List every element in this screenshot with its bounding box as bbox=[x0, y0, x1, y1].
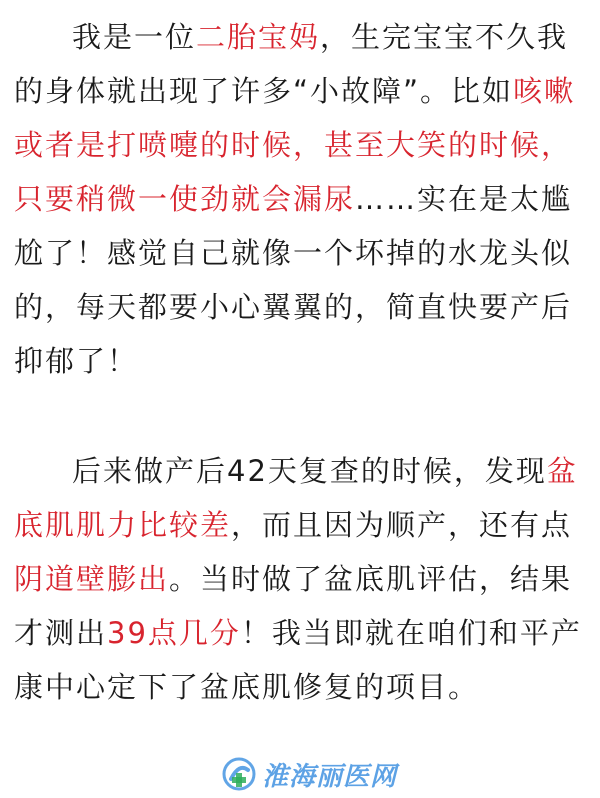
watermark bbox=[222, 752, 397, 796]
text-segment: ，生完宝宝不久我的身体就出现了许多“小故障”。比如 bbox=[14, 20, 569, 108]
highlight-segment: 阴道壁膨出 bbox=[14, 562, 170, 596]
text-segment: ，而且因为顺产，还有点 bbox=[231, 508, 573, 542]
text-segment: 后来做产后42天复查的时候，发现 bbox=[72, 454, 547, 488]
text-segment: 我是一位 bbox=[72, 20, 197, 54]
watermark-text: 淮海丽医网 bbox=[262, 761, 398, 792]
text-segment: 。当时做了盆底肌评估，结果才测出 bbox=[14, 562, 573, 650]
highlight-segment: 盆底肌肌力比较差 bbox=[14, 454, 578, 542]
paragraph-1 bbox=[14, 10, 586, 388]
text-segment: ！我当即就在咱们和平产康中心定下了盆底肌修复的项目。 bbox=[14, 616, 582, 704]
highlight-segment: 咳嗽或者是打喷嚏的时候，甚至大笑的时候，只要稍微一使劲就会漏尿 bbox=[14, 74, 576, 216]
text-segment: ……实在是太尴尬了！感觉自己就像一个坏掉的水龙头似的，每天都要小心翼翼的，简直快要产后抑郁了！ bbox=[14, 182, 573, 378]
highlight-segment: 二胎宝妈 bbox=[196, 20, 321, 54]
paragraph-gap bbox=[14, 388, 586, 444]
highlight-segment: 39点几分 bbox=[107, 616, 241, 650]
watermark-logo-icon bbox=[222, 757, 256, 791]
paragraph-2 bbox=[14, 444, 586, 714]
